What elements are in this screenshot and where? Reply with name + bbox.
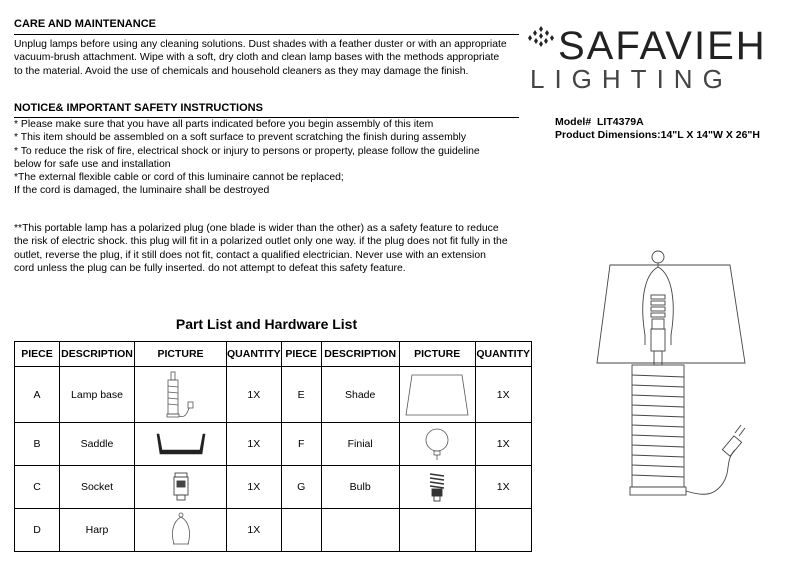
header-piece: PIECE — [281, 342, 321, 367]
polarized-plug-text — [14, 222, 524, 275]
cell-picture — [135, 466, 227, 509]
table-row — [15, 423, 532, 466]
model-number — [555, 116, 644, 129]
brand-name: SAFAVIEH — [558, 24, 767, 68]
notice-line: * This item should be assembled on a soft surface to prevent scratching the finish during assembly — [14, 132, 467, 144]
cell-picture — [399, 423, 475, 466]
cell-description — [321, 509, 399, 552]
model-label: Model# — [555, 116, 592, 128]
cell-picture — [135, 423, 227, 466]
polarized-line: outlet, reverse the plug, if it still does not fit, contact a qualified electrician. Never use with an extension — [14, 249, 486, 261]
notice-text — [14, 118, 519, 198]
shade-icon — [404, 371, 470, 419]
parts-table — [14, 341, 532, 552]
cell-description: Bulb — [321, 466, 399, 509]
harp-icon — [168, 512, 194, 548]
model-value: LIT4379A — [597, 116, 644, 128]
cell-piece: D — [15, 509, 60, 552]
cell-piece: G — [281, 466, 321, 509]
header-quantity: QUANTITY — [227, 342, 282, 367]
notice-line: If the cord is damaged, the luminaire shall be destroyed — [14, 185, 270, 197]
table-header-row — [15, 342, 532, 367]
cell-quantity: 1X — [475, 367, 531, 423]
care-line: to the material. Avoid the use of chemicals and household cleaners as they may damage the finish. — [14, 65, 469, 77]
cell-picture — [399, 367, 475, 423]
brand-subtitle: LIGHTING — [530, 64, 733, 94]
notice-line: * Please make sure that you have all parts indicated before you begin assembly of this item — [14, 119, 434, 130]
cord-outline — [686, 450, 735, 494]
header-description: DESCRIPTION — [60, 342, 135, 367]
notice-line: below for safe use and installation — [14, 158, 171, 170]
bulb-icon — [427, 471, 447, 503]
care-text — [14, 38, 519, 78]
cell-piece: F — [281, 423, 321, 466]
table-row — [15, 509, 532, 552]
cell-picture — [135, 367, 227, 423]
cell-quantity: 1X — [227, 509, 282, 552]
cell-picture — [399, 509, 475, 552]
parts-table-title: Part List and Hardware List — [175, 316, 358, 332]
table-row — [15, 466, 532, 509]
care-line: vacuum-brush attachment. Wipe with a soft, dry cloth and clean lamp bases with the methods appropriate — [14, 52, 500, 64]
cell-description: Finial — [321, 423, 399, 466]
cell-piece: C — [15, 466, 60, 509]
cell-quantity: 1X — [227, 423, 282, 466]
header-quantity: QUANTITY — [475, 342, 531, 367]
cell-quantity: 1X — [475, 466, 531, 509]
cell-picture — [135, 509, 227, 552]
product-dimensions — [555, 129, 760, 142]
dimensions-value: 14"L X 14"W X 26"H — [660, 129, 760, 141]
header-picture: PICTURE — [135, 342, 227, 367]
cell-description: Socket — [60, 466, 135, 509]
cell-piece: A — [15, 367, 60, 423]
cell-quantity: 1X — [227, 367, 282, 423]
polarized-line: the risk of electric shock. this plug will fit in a polarized outlet only one way. if the plug does not fit fully in the — [14, 236, 508, 248]
lamp-base-icon — [161, 370, 201, 420]
care-heading: CARE AND MAINTENANCE — [14, 18, 156, 30]
cell-description: Shade — [321, 367, 399, 423]
notice-line: * To reduce the risk of fire, electrical shock or injury to persons or property, please follow the guideline — [14, 145, 480, 157]
cell-description: Lamp base — [60, 367, 135, 423]
care-line: Unplug lamps before using any cleaning solutions. Dust shades with a feather duster or with an appropriate — [14, 39, 507, 50]
finial-outline — [652, 251, 664, 263]
cell-quantity: 1X — [475, 423, 531, 466]
cell-quantity: 1X — [227, 466, 282, 509]
notice-heading: NOTICE& IMPORTANT SAFETY INSTRUCTIONS — [14, 102, 263, 114]
polarized-line: cord unless the plug can be fully inserted. do not attempt to defeat this safety feature. — [14, 262, 406, 274]
header-piece: PIECE — [15, 342, 60, 367]
cell-piece — [281, 509, 321, 552]
table-row — [15, 367, 532, 423]
saddle-icon — [154, 430, 208, 458]
header-picture: PICTURE — [399, 342, 475, 367]
finial-icon — [422, 426, 452, 462]
header-description: DESCRIPTION — [321, 342, 399, 367]
cell-piece: B — [15, 423, 60, 466]
cell-quantity — [475, 509, 531, 552]
cell-description: Saddle — [60, 423, 135, 466]
lamp-illustration — [585, 245, 755, 565]
divider — [14, 34, 519, 35]
dimensions-label: Product Dimensions: — [555, 129, 661, 141]
socket-icon — [171, 471, 191, 503]
harp-outline — [643, 267, 658, 345]
cell-picture — [399, 466, 475, 509]
cell-piece: E — [281, 367, 321, 423]
shade-outline — [597, 265, 745, 363]
chandelier-icon — [528, 26, 554, 52]
cell-description: Harp — [60, 509, 135, 552]
polarized-line: **This portable lamp has a polarized plug (one blade is wider than the other) as a safety feature to reduce — [14, 223, 499, 234]
notice-line: *The external flexible cable or cord of this luminaire cannot be replaced; — [14, 172, 344, 184]
